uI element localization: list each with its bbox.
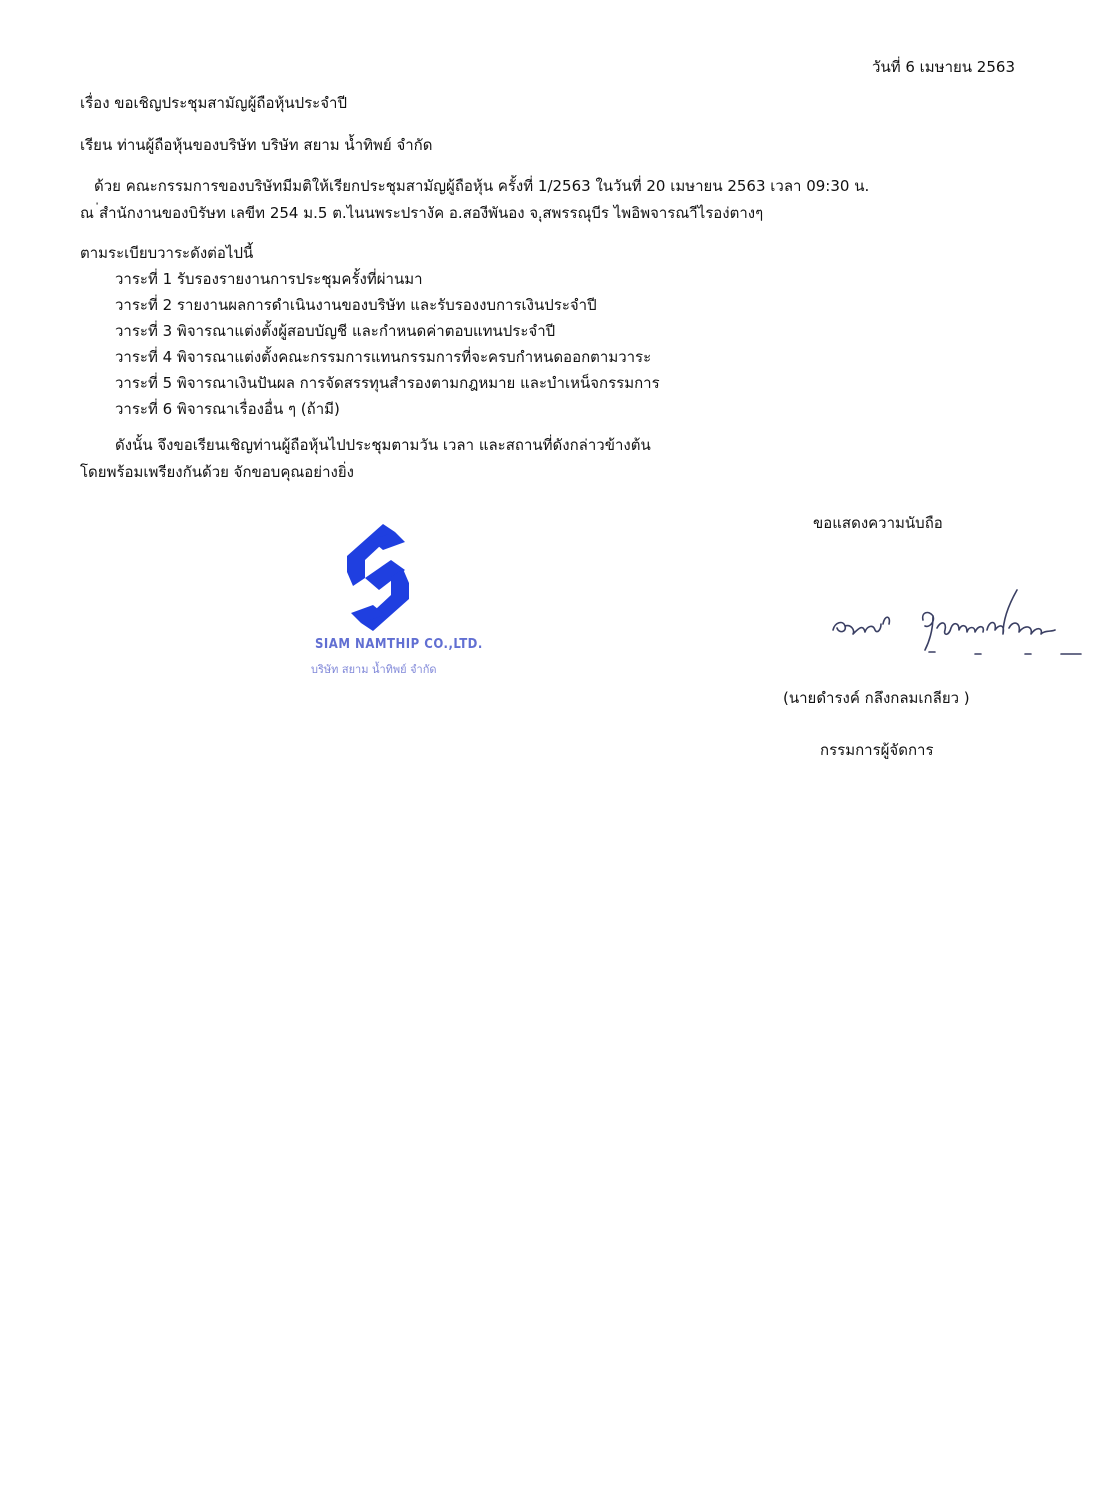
agenda-item: วาระที่ 6 พิจารณาเรื่องอื่น ๆ (ถ้ามี) — [115, 400, 340, 418]
letter-recipient: เรียน ท่านผู้ถือหุ้นของบริษัท บริษัท สยาม น้ำทิพย์ จำกัด — [80, 136, 433, 154]
letter-subject: เรื่อง ขอเชิญประชุมสามัญผู้ถือหุ้นประจำปี — [80, 94, 347, 112]
agenda-item: วาระที่ 2 รายงานผลการดำเนินงานของบริษัท และรับรองงบการเงินประจำปี — [115, 296, 597, 314]
agenda-item: วาระที่ 5 พิจารณาเงินปันผล การจัดสรรทุนสำรองตามกฎหมาย และบำเหน็จกรรมการ — [115, 374, 660, 392]
agenda-list — [115, 269, 660, 425]
letter-date: วันที่ 6 เมษายน 2563 — [872, 58, 1015, 76]
signatory-name: (นายดำรงค์ กลึงกลมเกลียว ) — [783, 689, 970, 707]
signatory-position: กรรมการผู้จัดการ — [820, 741, 934, 759]
company-logo — [305, 515, 483, 685]
closing-line-2: โดยพร้อมเพรียงกันด้วย จักขอบคุณอย่างยิ่ง — [80, 463, 354, 481]
logo-thai-name: บริษัท สยาม น้ำทิพย์ จำกัด — [311, 663, 437, 676]
signoff-respect: ขอแสดงความนับถือ — [813, 514, 943, 532]
agenda-intro: ตามระเบียบวาระดังต่อไปนี้ — [80, 244, 254, 262]
closing-line-1: ดังนั้น จึงขอเรียนเชิญท่านผู้ถือหุ้นไปประชุมตามวัน เวลา และสถานที่ดังกล่าวข้างต้น — [115, 436, 651, 454]
agenda-item: วาระที่ 4 พิจารณาแต่งตั้งคณะกรรมการแทนกรรมการที่จะครบกำหนดออกตามวาระ — [115, 348, 652, 366]
body-paragraph-line-1: ด้วย คณะกรรมการของบริษัทมีมติให้เรียกประชุมสามัญผู้ถือหุ้น ครั้งที่ 1/2563 ในวันที่ 20 เมษายน 2563 เวลา 09:30 น. — [94, 177, 870, 195]
body-paragraph-line-2: ณ ่สำนักงานของบิรัษท เลขีท 254 ม.5 ต.ไนนพระปรางัค อ.สองีพันอง จ.ุสพรรณุบีร ไพอิพจารณาีไรอง่ตางๆ — [80, 204, 764, 222]
handwritten-signature-icon — [825, 580, 1085, 660]
logo-english-name: SIAM NAMTHIP CO.,LTD. — [315, 637, 483, 652]
company-logo-icon — [343, 520, 413, 635]
agenda-item: วาระที่ 3 พิจารณาแต่งตั้งผู้สอบบัญชี และกำหนดค่าตอบแทนประจำปี — [115, 322, 556, 340]
agenda-item: วาระที่ 1 รับรองรายงานการประชุมครั้งที่ผ่านมา — [115, 270, 423, 288]
